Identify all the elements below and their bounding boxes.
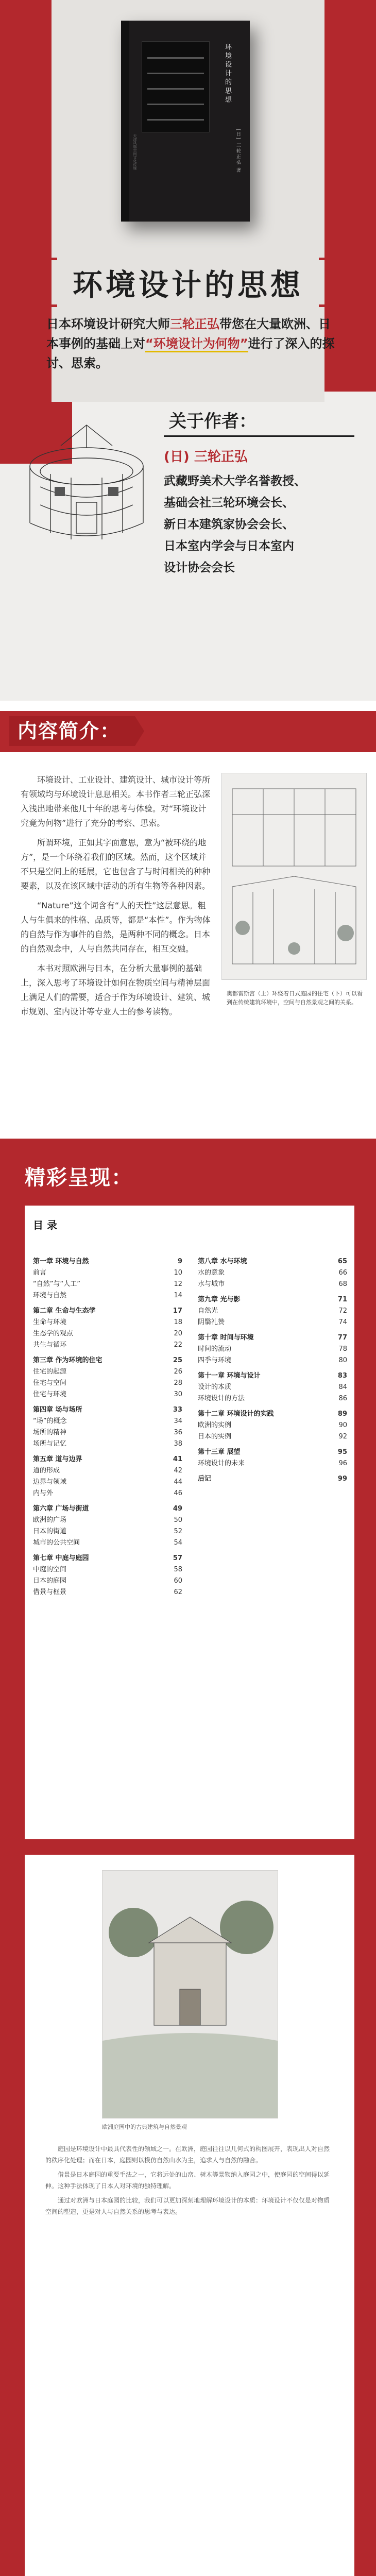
toc-entry-title: 水与城市 bbox=[198, 1280, 225, 1288]
toc-entry-page: 54 bbox=[174, 1539, 182, 1547]
toc-entry-title: 第十三章 展望 bbox=[198, 1448, 241, 1456]
toc-entry-page: 14 bbox=[174, 1292, 182, 1299]
toc-entry bbox=[198, 1267, 347, 1279]
toc-entry-title: 住宅与空间 bbox=[33, 1379, 67, 1387]
intro-author-highlight: 三轮正弘 bbox=[170, 317, 219, 331]
content-paragraph: 所谓环境，正如其字面意思，意为“被环绕的地方”，是一个环绕着我们的区域。然而，这个区域并不只是空间上的延展，它也包含了与时间相关的种种要素，以及在该区域中活动的所有生物等各种因素。 bbox=[21, 838, 211, 891]
author-desc-line: 日本室内学会与日本室内 bbox=[164, 539, 294, 553]
toc-entry-page: 42 bbox=[174, 1467, 182, 1475]
toc-entry-page: 18 bbox=[174, 1318, 182, 1326]
toc-entry bbox=[33, 1340, 182, 1351]
author-desc-line: 武藏野美术大学名誉教授、 bbox=[164, 474, 306, 488]
toc-entry-page: 10 bbox=[174, 1269, 182, 1277]
intro-topic-highlight: “环境设计为何物” bbox=[145, 336, 248, 352]
toc-entry bbox=[33, 1378, 182, 1389]
toc-column-left bbox=[33, 1252, 182, 1598]
toc-entry bbox=[198, 1294, 347, 1306]
toc-entry-page: 84 bbox=[338, 1383, 347, 1391]
content-intro-header bbox=[0, 711, 376, 752]
toc-entry-title: 第四章 场与场所 bbox=[33, 1406, 82, 1414]
toc-entry bbox=[198, 1344, 347, 1355]
toc-entry bbox=[33, 1564, 182, 1575]
toc-entry-title: 四季与环境 bbox=[198, 1357, 232, 1364]
toc-entry-page: 71 bbox=[337, 1296, 347, 1303]
toc-entry-title: 第八章 水与环境 bbox=[198, 1258, 247, 1265]
toc-page bbox=[25, 1206, 354, 1839]
toc-entry bbox=[33, 1553, 182, 1564]
toc-entry-page: 77 bbox=[337, 1334, 347, 1342]
toc-entry bbox=[33, 1389, 182, 1400]
author-heading: 关于作者： bbox=[169, 411, 257, 432]
author-name: (日) 三轮正弘 bbox=[164, 449, 248, 465]
toc-entry bbox=[33, 1465, 182, 1477]
intro-text-1: 日本环境设计研究大师 bbox=[46, 317, 170, 331]
toc-entry bbox=[33, 1328, 182, 1340]
toc-entry-page: 90 bbox=[338, 1421, 347, 1429]
toc-entry-title: 设计的本质 bbox=[198, 1383, 232, 1391]
toc-entry-page: 12 bbox=[174, 1280, 182, 1288]
toc-entry bbox=[198, 1409, 347, 1420]
toc-entry-page: 80 bbox=[338, 1357, 347, 1364]
toc-entry-page: 34 bbox=[174, 1417, 182, 1425]
toc-entry-title: 水的意象 bbox=[198, 1269, 225, 1277]
toc-entry-title: 自然光 bbox=[198, 1307, 218, 1315]
toc-entry bbox=[33, 1290, 182, 1301]
toc-entry-title: 环境设计的方法 bbox=[198, 1395, 245, 1402]
content-figure-caption: 奥都雷斯宫（上）环绕着日式庭园的住宅（下）可以看到在传统建筑环境中，空间与自然景观之间的关系。 bbox=[227, 990, 363, 1006]
toc-entry-page: 99 bbox=[337, 1475, 347, 1483]
hero-intro-paragraph bbox=[46, 314, 335, 373]
book-spine bbox=[121, 21, 129, 222]
content-intro-label: 内容简介： bbox=[9, 716, 135, 746]
toc-title: 目 录 bbox=[33, 1219, 57, 1231]
toc-entry bbox=[198, 1393, 347, 1404]
toc-entry-page: 22 bbox=[174, 1341, 182, 1349]
toc-entry-title: 内与外 bbox=[33, 1489, 54, 1497]
sample-page-image bbox=[102, 1870, 278, 2119]
toc-entry bbox=[198, 1355, 347, 1366]
book-cover-publisher: 天津凤凰空间文化传媒 bbox=[133, 134, 137, 170]
toc-column-right bbox=[198, 1252, 347, 1485]
main-title-frame bbox=[41, 258, 335, 304]
toc-entry bbox=[198, 1279, 347, 1290]
toc-entry-page: 96 bbox=[338, 1460, 347, 1467]
toc-entry-title: 第三章 作为环境的住宅 bbox=[33, 1357, 102, 1364]
sample-caption: 欧洲庭园中的古典建筑与自然景观 bbox=[102, 2124, 187, 2130]
toc-entry bbox=[198, 1458, 347, 1469]
toc-entry bbox=[33, 1515, 182, 1526]
author-description bbox=[164, 470, 370, 579]
toc-entry-title: 时间的流动 bbox=[198, 1345, 232, 1353]
toc-entry bbox=[33, 1587, 182, 1598]
toc-entry-title: 第十二章 环境设计的实践 bbox=[198, 1410, 274, 1418]
toc-entry-title: 前言 bbox=[33, 1269, 47, 1277]
toc-entry-title: 借景与框景 bbox=[33, 1588, 67, 1596]
toc-entry-title: 第七章 中庭与庭园 bbox=[33, 1554, 89, 1562]
toc-entry-title: 第九章 光与影 bbox=[198, 1296, 241, 1303]
toc-entry-page: 65 bbox=[337, 1258, 347, 1265]
toc-entry-title: 住宅与环境 bbox=[33, 1391, 67, 1398]
toc-entry bbox=[33, 1488, 182, 1499]
house-illustration bbox=[9, 410, 164, 564]
toc-entry-page: 36 bbox=[174, 1429, 182, 1436]
toc-entry-title: 共生与循环 bbox=[33, 1341, 67, 1349]
toc-entry bbox=[33, 1537, 182, 1549]
toc-entry-page: 58 bbox=[174, 1566, 182, 1573]
toc-entry bbox=[33, 1256, 182, 1267]
toc-entry-page: 49 bbox=[173, 1505, 182, 1513]
author-desc-line: 新日本建筑家协会会长、 bbox=[164, 518, 294, 531]
sample-page bbox=[25, 1855, 354, 2576]
toc-entry bbox=[198, 1431, 347, 1443]
toc-entry-title: 第五章 道与边界 bbox=[33, 1455, 82, 1463]
toc-entry bbox=[33, 1306, 182, 1317]
toc-entry bbox=[33, 1454, 182, 1465]
sample-text bbox=[45, 2143, 334, 2221]
toc-entry bbox=[198, 1256, 347, 1267]
toc-entry-page: 38 bbox=[174, 1440, 182, 1448]
toc-entry-title: 欧洲的广场 bbox=[33, 1516, 67, 1524]
hero-section bbox=[0, 0, 376, 701]
author-desc-line: 设计协会会长 bbox=[164, 561, 235, 574]
toc-entry bbox=[33, 1267, 182, 1279]
author-divider bbox=[164, 435, 354, 437]
toc-entry-title: 后记 bbox=[198, 1475, 212, 1483]
toc-entry-title: “自然”与“人工” bbox=[33, 1280, 80, 1288]
toc-entry bbox=[33, 1416, 182, 1427]
toc-entry-title: 住宅的起源 bbox=[33, 1368, 67, 1376]
toc-entry-page: 20 bbox=[174, 1330, 182, 1337]
toc-entry bbox=[33, 1355, 182, 1366]
toc-entry-title: “场”的概念 bbox=[33, 1417, 67, 1425]
toc-entry bbox=[198, 1317, 347, 1328]
content-figure bbox=[221, 773, 367, 980]
toc-entry-page: 41 bbox=[173, 1455, 182, 1463]
book-cover bbox=[121, 21, 250, 222]
toc-entry-page: 92 bbox=[338, 1433, 347, 1440]
toc-entry bbox=[33, 1366, 182, 1378]
toc-entry-page: 89 bbox=[337, 1410, 347, 1418]
toc-entry bbox=[33, 1526, 182, 1537]
toc-entry-title: 场所的精神 bbox=[33, 1429, 67, 1436]
toc-entry-page: 44 bbox=[174, 1478, 182, 1486]
toc-entry bbox=[33, 1427, 182, 1438]
showcase-label: 精彩呈现： bbox=[25, 1166, 133, 1190]
toc-entry-page: 86 bbox=[338, 1395, 347, 1402]
intro-text-2: 带您在大量欧洲、日本事例的基础上对 bbox=[46, 317, 331, 351]
toc-entry-title: 第十章 时间与环境 bbox=[198, 1334, 254, 1342]
author-block bbox=[164, 407, 370, 579]
toc-entry bbox=[33, 1477, 182, 1488]
toc-entry-page: 28 bbox=[174, 1379, 182, 1387]
toc-entry-page: 68 bbox=[338, 1280, 347, 1288]
cover-artwork bbox=[142, 41, 210, 132]
toc-entry-title: 日本的街道 bbox=[33, 1528, 67, 1535]
toc-entry-title: 中庭的空间 bbox=[33, 1566, 67, 1573]
toc-entry-title: 日本的实例 bbox=[198, 1433, 232, 1440]
toc-entry-page: 30 bbox=[174, 1391, 182, 1398]
toc-entry-title: 第十一章 环境与设计 bbox=[198, 1372, 261, 1380]
toc-entry bbox=[33, 1503, 182, 1515]
sample-paragraph: 借景是日本庭园的重要手法之一，它将远处的山峦、树木等景物纳入庭园之中，使庭园的空间得以延伸。这种手法体现了日本人对环境的独特理解。 bbox=[45, 2171, 330, 2190]
toc-entry bbox=[33, 1575, 182, 1587]
book-cover-author: [日] 三轮正弘 著 bbox=[235, 129, 241, 174]
toc-entry-page: 50 bbox=[174, 1516, 182, 1524]
sample-paragraph: 庭园是环境设计中最具代表性的领域之一。在欧洲，庭园往往以几何式的构图展开，表现出人对自然的秩序化处理；而在日本，庭园则以模仿自然山水为主，追求人与自然的融合。 bbox=[45, 2145, 330, 2164]
toc-entry-title: 生态学的观点 bbox=[33, 1330, 74, 1337]
toc-entry-title: 日本的庭园 bbox=[33, 1577, 67, 1585]
toc-entry-page: 17 bbox=[173, 1307, 182, 1315]
main-title: 环境设计的思想 bbox=[72, 267, 303, 302]
toc-entry-page: 95 bbox=[337, 1448, 347, 1456]
toc-entry-page: 9 bbox=[177, 1258, 182, 1265]
toc-entry-title: 生命与环境 bbox=[33, 1318, 67, 1326]
toc-entry-title: 欧洲的实例 bbox=[198, 1421, 232, 1429]
toc-entry bbox=[198, 1420, 347, 1431]
toc-entry bbox=[198, 1306, 347, 1317]
toc-entry-title: 环境设计的未来 bbox=[198, 1460, 245, 1467]
toc-entry-title: 城市的公共空间 bbox=[33, 1539, 80, 1547]
toc-entry-page: 78 bbox=[338, 1345, 347, 1353]
toc-entry-page: 26 bbox=[174, 1368, 182, 1376]
toc-entry bbox=[198, 1473, 347, 1485]
sample-paragraph: 通过对欧洲与日本庭园的比较，我们可以更加深刻地理解环境设计的本质：环境设计不仅仅是对物质空间的塑造，更是对人与自然关系的思考与表达。 bbox=[45, 2197, 330, 2215]
toc-entry bbox=[198, 1447, 347, 1458]
toc-entry-title: 环境与自然 bbox=[33, 1292, 67, 1299]
toc-entry-page: 46 bbox=[174, 1489, 182, 1497]
toc-entry bbox=[33, 1279, 182, 1290]
toc-entry-page: 52 bbox=[174, 1528, 182, 1535]
toc-entry-page: 74 bbox=[338, 1318, 347, 1326]
toc-entry-page: 57 bbox=[173, 1554, 182, 1562]
toc-entry-title: 第六章 广场与街道 bbox=[33, 1505, 89, 1513]
toc-entry bbox=[33, 1404, 182, 1416]
toc-entry-page: 60 bbox=[174, 1577, 182, 1585]
toc-entry-title: 边界与领域 bbox=[33, 1478, 67, 1486]
toc-entry-page: 62 bbox=[174, 1588, 182, 1596]
content-paragraph: “Nature”这个词含有“人的天性”这层意思。粗人与生俱来的性格、品质等，都是“本性”。作为物体的自然与作为事件的自然，是两种不同的概念。日本的自然观念中，人与自然共同存在，相互交融。 bbox=[21, 901, 211, 954]
toc-entry bbox=[33, 1317, 182, 1328]
toc-entry bbox=[33, 1438, 182, 1450]
content-paragraph: 本书对照欧洲与日本，在分析大量事例的基础上，深入思考了环境设计如何在物质空间与精神层面上满足人们的需要，适合于作为环境设计、建筑、城市规划、室内设计等专业人士的参考读物。 bbox=[21, 963, 211, 1016]
toc-entry-title: 第一章 环境与自然 bbox=[33, 1258, 89, 1265]
toc-entry-page: 66 bbox=[338, 1269, 347, 1277]
toc-entry-title: 第二章 生命与生态学 bbox=[33, 1307, 96, 1315]
toc-entry-title: 阴翳礼赞 bbox=[198, 1318, 225, 1326]
content-intro-text bbox=[21, 773, 211, 1024]
toc-entry-page: 72 bbox=[338, 1307, 347, 1315]
toc-entry-page: 33 bbox=[173, 1406, 182, 1414]
toc-entry-page: 25 bbox=[173, 1357, 182, 1364]
intro-text-3: 进行了深入的探讨、思索。 bbox=[46, 336, 335, 370]
book-cover-title: 环境设计的思想 bbox=[224, 43, 231, 105]
toc-entry-title: 场所与记忆 bbox=[33, 1440, 67, 1448]
toc-entry bbox=[198, 1382, 347, 1393]
toc-entry bbox=[198, 1332, 347, 1344]
toc-entry bbox=[198, 1370, 347, 1382]
author-desc-line: 基础会社三轮环境会长、 bbox=[164, 496, 294, 510]
toc-entry-title: 道的形成 bbox=[33, 1467, 60, 1475]
content-paragraph: 环境设计、工业设计、建筑设计、城市设计等所有领域均与环境设计息息相关。本书作者三轮正弘深入浅出地带来他几十年的思考与体验。对“环境设计究竟为何物”进行了充分的考察、思索。 bbox=[21, 775, 211, 828]
toc-entry-page: 83 bbox=[337, 1372, 347, 1380]
